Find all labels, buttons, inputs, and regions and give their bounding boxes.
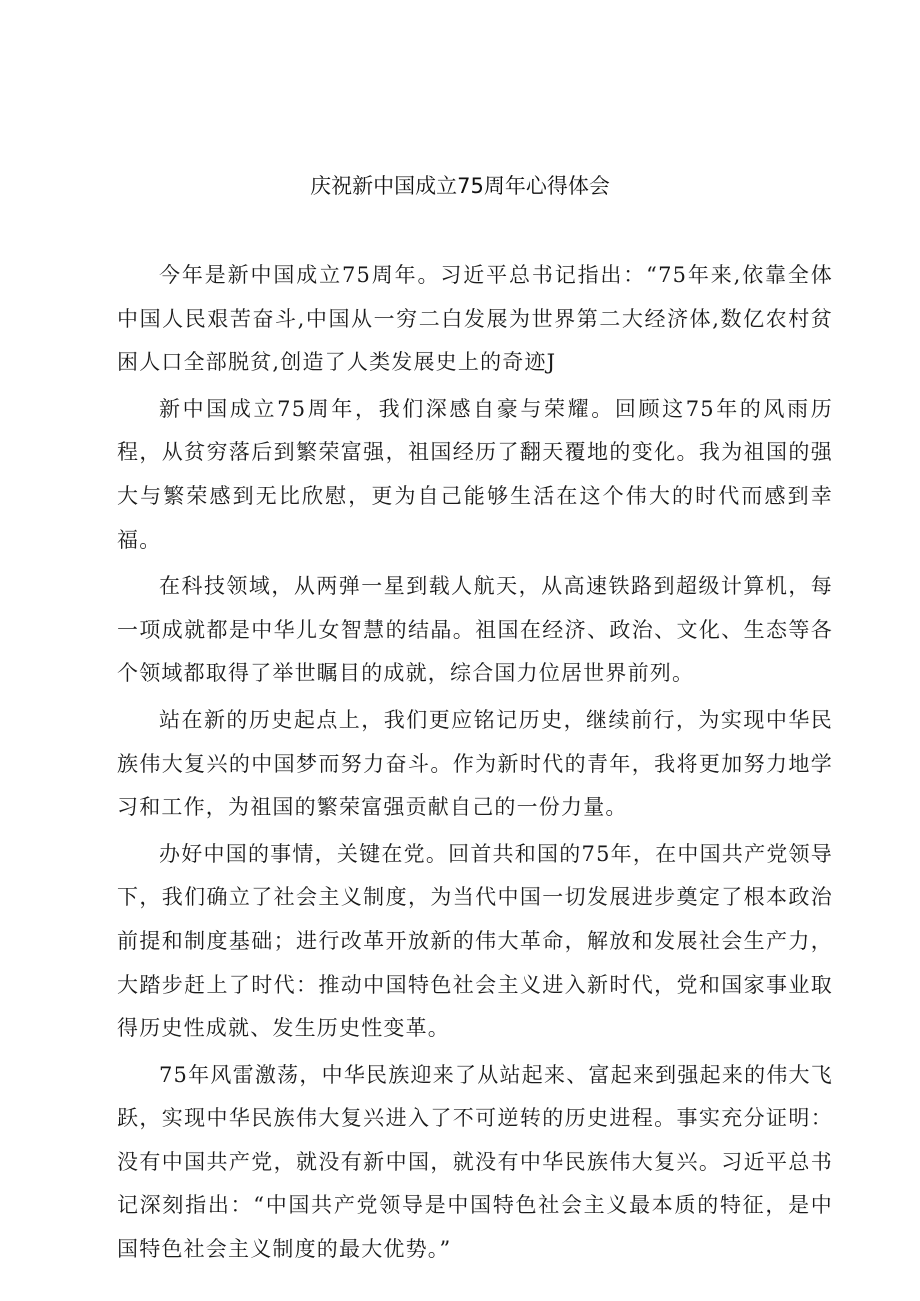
paragraph-1: 今年是新中国成立75周年。习近平总书记指出：“75年来,依靠全体中国人民艰苦奋斗,中国从一穷二白发展为世界第二大经济体,数亿农村贫困人口全部脱贫,创造了人类发展史上的奇迹J — [117, 263, 833, 375]
paragraph-3: 在科技领域，从两弹一星到载人航天，从高速铁路到超级计算机，每一项成就都是中华儿女智慧的结晶。祖国在经济、政治、文化、生态等各个领域都取得了举世瞩目的成就，综合国力位居世界前列。 — [117, 574, 833, 686]
paragraph-5: 办好中国的事情，关键在党。回首共和国的75年，在中国共产党领导下，我们确立了社会主义制度，为当代中国一切发展进步奠定了根本政治前提和制度基础；进行改革开放新的伟大革命，解放和发展社会生产力，大踏步赶上了时代：推动中国特色社会主义进入新时代，党和国家事业取得历史性成就、发生历史性变革。 — [117, 841, 833, 1041]
document-title: 庆祝新中国成立75周年心得体会 — [310, 174, 610, 198]
paragraph-6: 75年风雷激荡，中华民族迎来了从站起来、富起来到强起来的伟大飞跃，实现中华民族伟大复兴进入了不可逆转的历史进程。事实充分证明：没有中国共产党，就没有新中国，就没有中华民族伟大复兴。习近平总书记深刻指出：“中国共产党领导是中国特色社会主义最本质的特征，是中国特色社会主义制度的最大优势。” — [117, 1062, 833, 1262]
paragraph-2: 新中国成立75周年，我们深感自豪与荣耀。回顾这75年的风雨历程，从贫穷落后到繁荣富强，祖国经历了翻天覆地的变化。我为祖国的强大与繁荣感到无比欣慰，更为自己能够生活在这个伟大的时代而感到幸福。 — [117, 396, 833, 552]
document-body — [117, 254, 833, 1275]
paragraph-4: 站在新的历史起点上，我们更应铭记历史，继续前行，为实现中华民族伟大复兴的中国梦而努力奋斗。作为新时代的青年，我将更加努力地学习和工作，为祖国的繁荣富强贡献自己的一份力量。 — [117, 707, 833, 820]
